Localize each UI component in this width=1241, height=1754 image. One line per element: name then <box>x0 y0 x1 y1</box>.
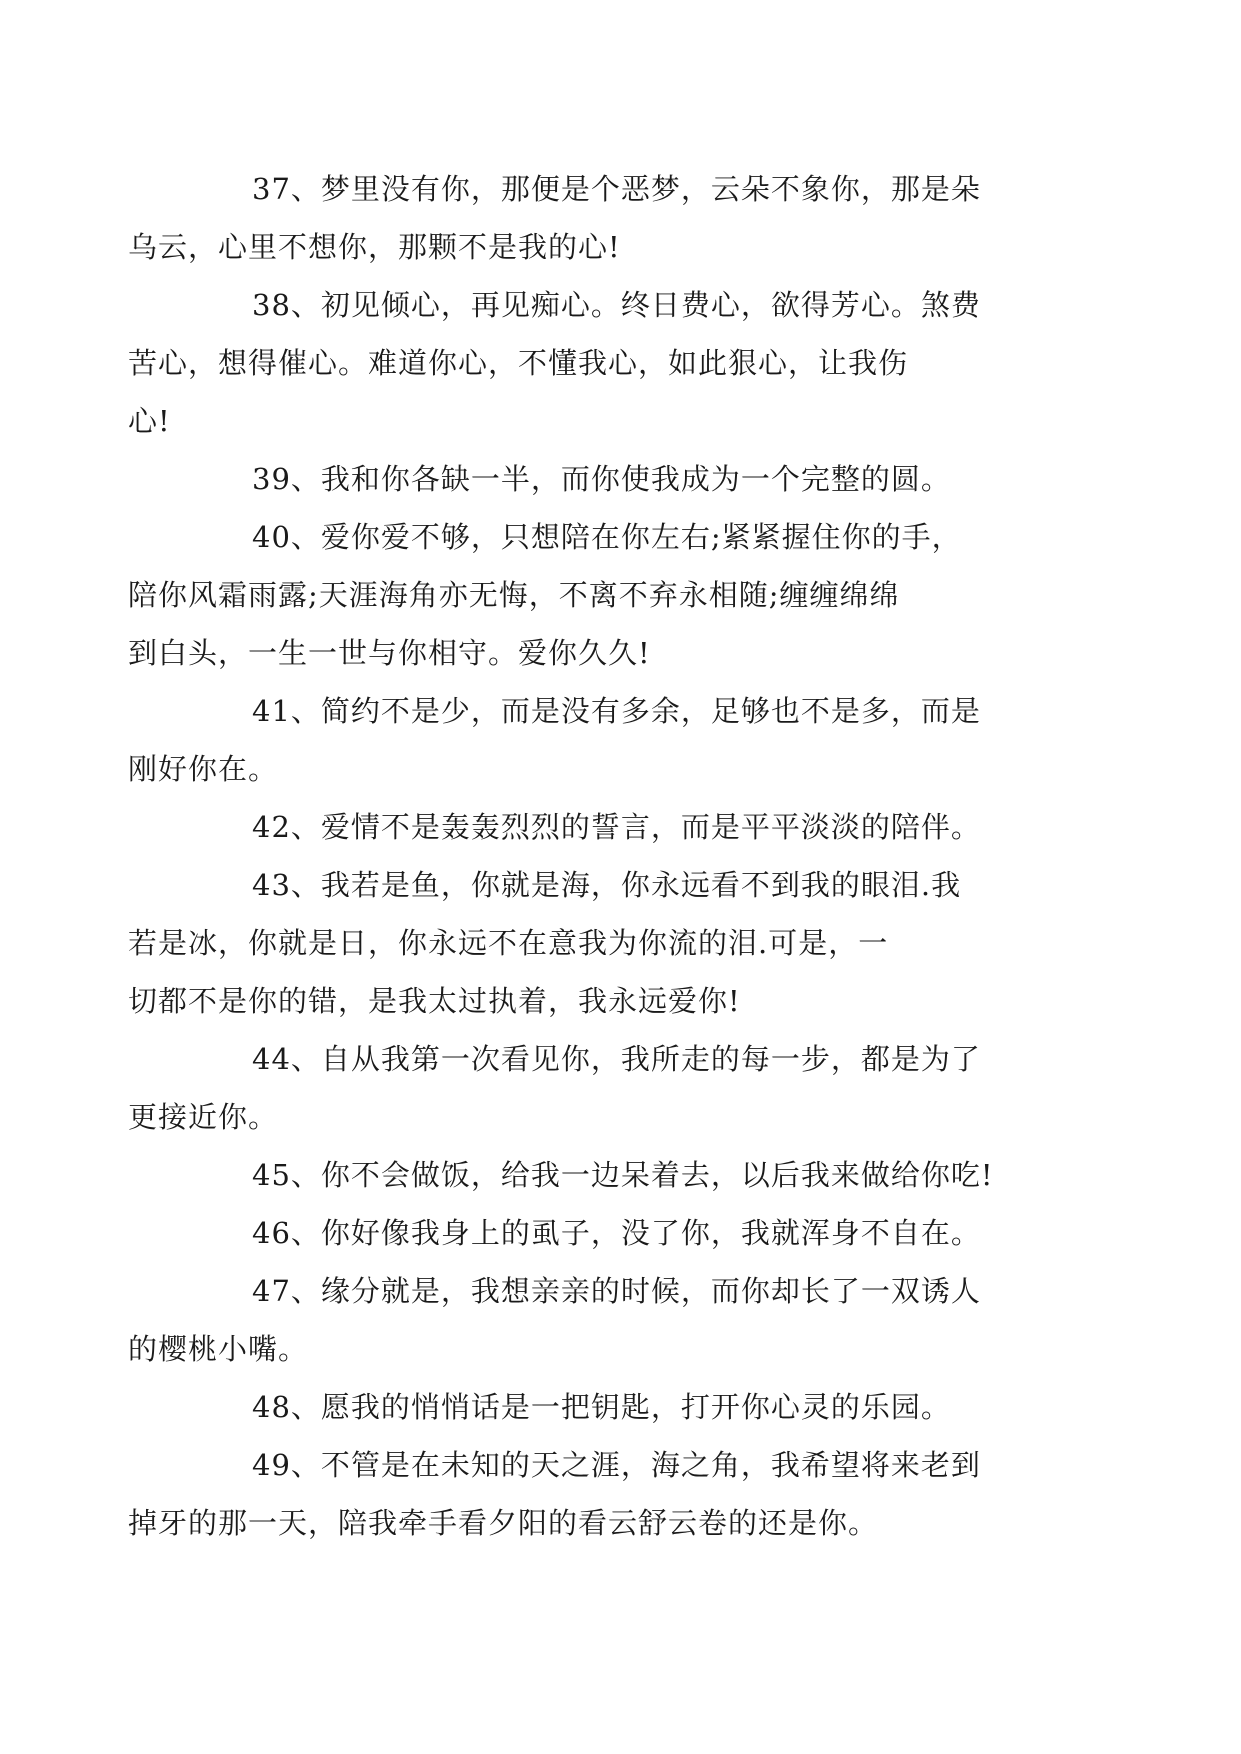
paragraph-48 <box>190 1378 1060 1436</box>
paragraph-39 <box>190 450 1060 508</box>
paragraph-line: 更接近你。 <box>128 1100 279 1134</box>
paragraph-49 <box>128 1436 1060 1552</box>
paragraph-line: 46、你好像我身上的虱子，没了你，我就浑身不自在。 <box>252 1216 981 1250</box>
paragraph-line: 38、初见倾心，再见痴心。终日费心，欲得芳心。煞费 <box>252 288 981 322</box>
paragraph-line: 切都不是你的错，是我太过执着，我永远爱你! <box>128 984 741 1018</box>
paragraph-line: 掉牙的那一天，陪我牵手看夕阳的看云舒云卷的还是你。 <box>128 1506 879 1540</box>
paragraph-line: 陪你风霜雨露;天涯海角亦无悔，不离不弃永相随;缠缠绵绵 <box>128 578 900 612</box>
paragraph-line: 39、我和你各缺一半，而你使我成为一个完整的圆。 <box>252 462 951 496</box>
paragraph-45 <box>190 1146 1060 1204</box>
paragraph-line: 若是冰，你就是日，你永远不在意我为你流的泪.可是，一 <box>128 926 889 960</box>
paragraph-line: 37、梦里没有你，那便是个恶梦，云朵不象你，那是朵 <box>252 172 981 206</box>
paragraph-line: 心! <box>128 404 171 438</box>
paragraph-37 <box>128 160 1060 276</box>
paragraph-40 <box>128 508 1060 682</box>
paragraph-42 <box>190 798 1060 856</box>
paragraph-line: 44、自从我第一次看见你，我所走的每一步，都是为了 <box>252 1042 981 1076</box>
paragraph-line: 49、不管是在未知的天之涯，海之角，我希望将来老到 <box>252 1448 981 1482</box>
paragraph-line: 苦心，想得催心。难道你心，不懂我心，如此狠心，让我伤 <box>128 346 909 380</box>
paragraph-line: 47、缘分就是，我想亲亲的时候，而你却长了一双诱人 <box>252 1274 981 1308</box>
document-body <box>128 160 1060 1552</box>
paragraph-line: 41、简约不是少，而是没有多余，足够也不是多，而是 <box>252 694 981 728</box>
paragraph-41 <box>128 682 1060 798</box>
paragraph-46 <box>190 1204 1060 1262</box>
paragraph-line: 乌云，心里不想你，那颗不是我的心! <box>128 230 621 264</box>
paragraph-43 <box>128 856 1060 1030</box>
paragraph-38 <box>128 276 1060 450</box>
paragraph-line: 到白头，一生一世与你相守。爱你久久! <box>128 636 651 670</box>
paragraph-44 <box>128 1030 1060 1146</box>
paragraph-line: 43、我若是鱼，你就是海，你永远看不到我的眼泪.我 <box>252 868 962 902</box>
paragraph-line: 的樱桃小嘴。 <box>128 1332 309 1366</box>
paragraph-line: 48、愿我的悄悄话是一把钥匙，打开你心灵的乐园。 <box>252 1390 951 1424</box>
paragraph-line: 40、爱你爱不够，只想陪在你左右;紧紧握住你的手， <box>252 520 962 554</box>
paragraph-line: 刚好你在。 <box>128 752 279 786</box>
paragraph-line: 42、爱情不是轰轰烈烈的誓言，而是平平淡淡的陪伴。 <box>252 810 981 844</box>
paragraph-line: 45、你不会做饭，给我一边呆着去，以后我来做给你吃! <box>252 1158 994 1192</box>
paragraph-47 <box>128 1262 1060 1378</box>
